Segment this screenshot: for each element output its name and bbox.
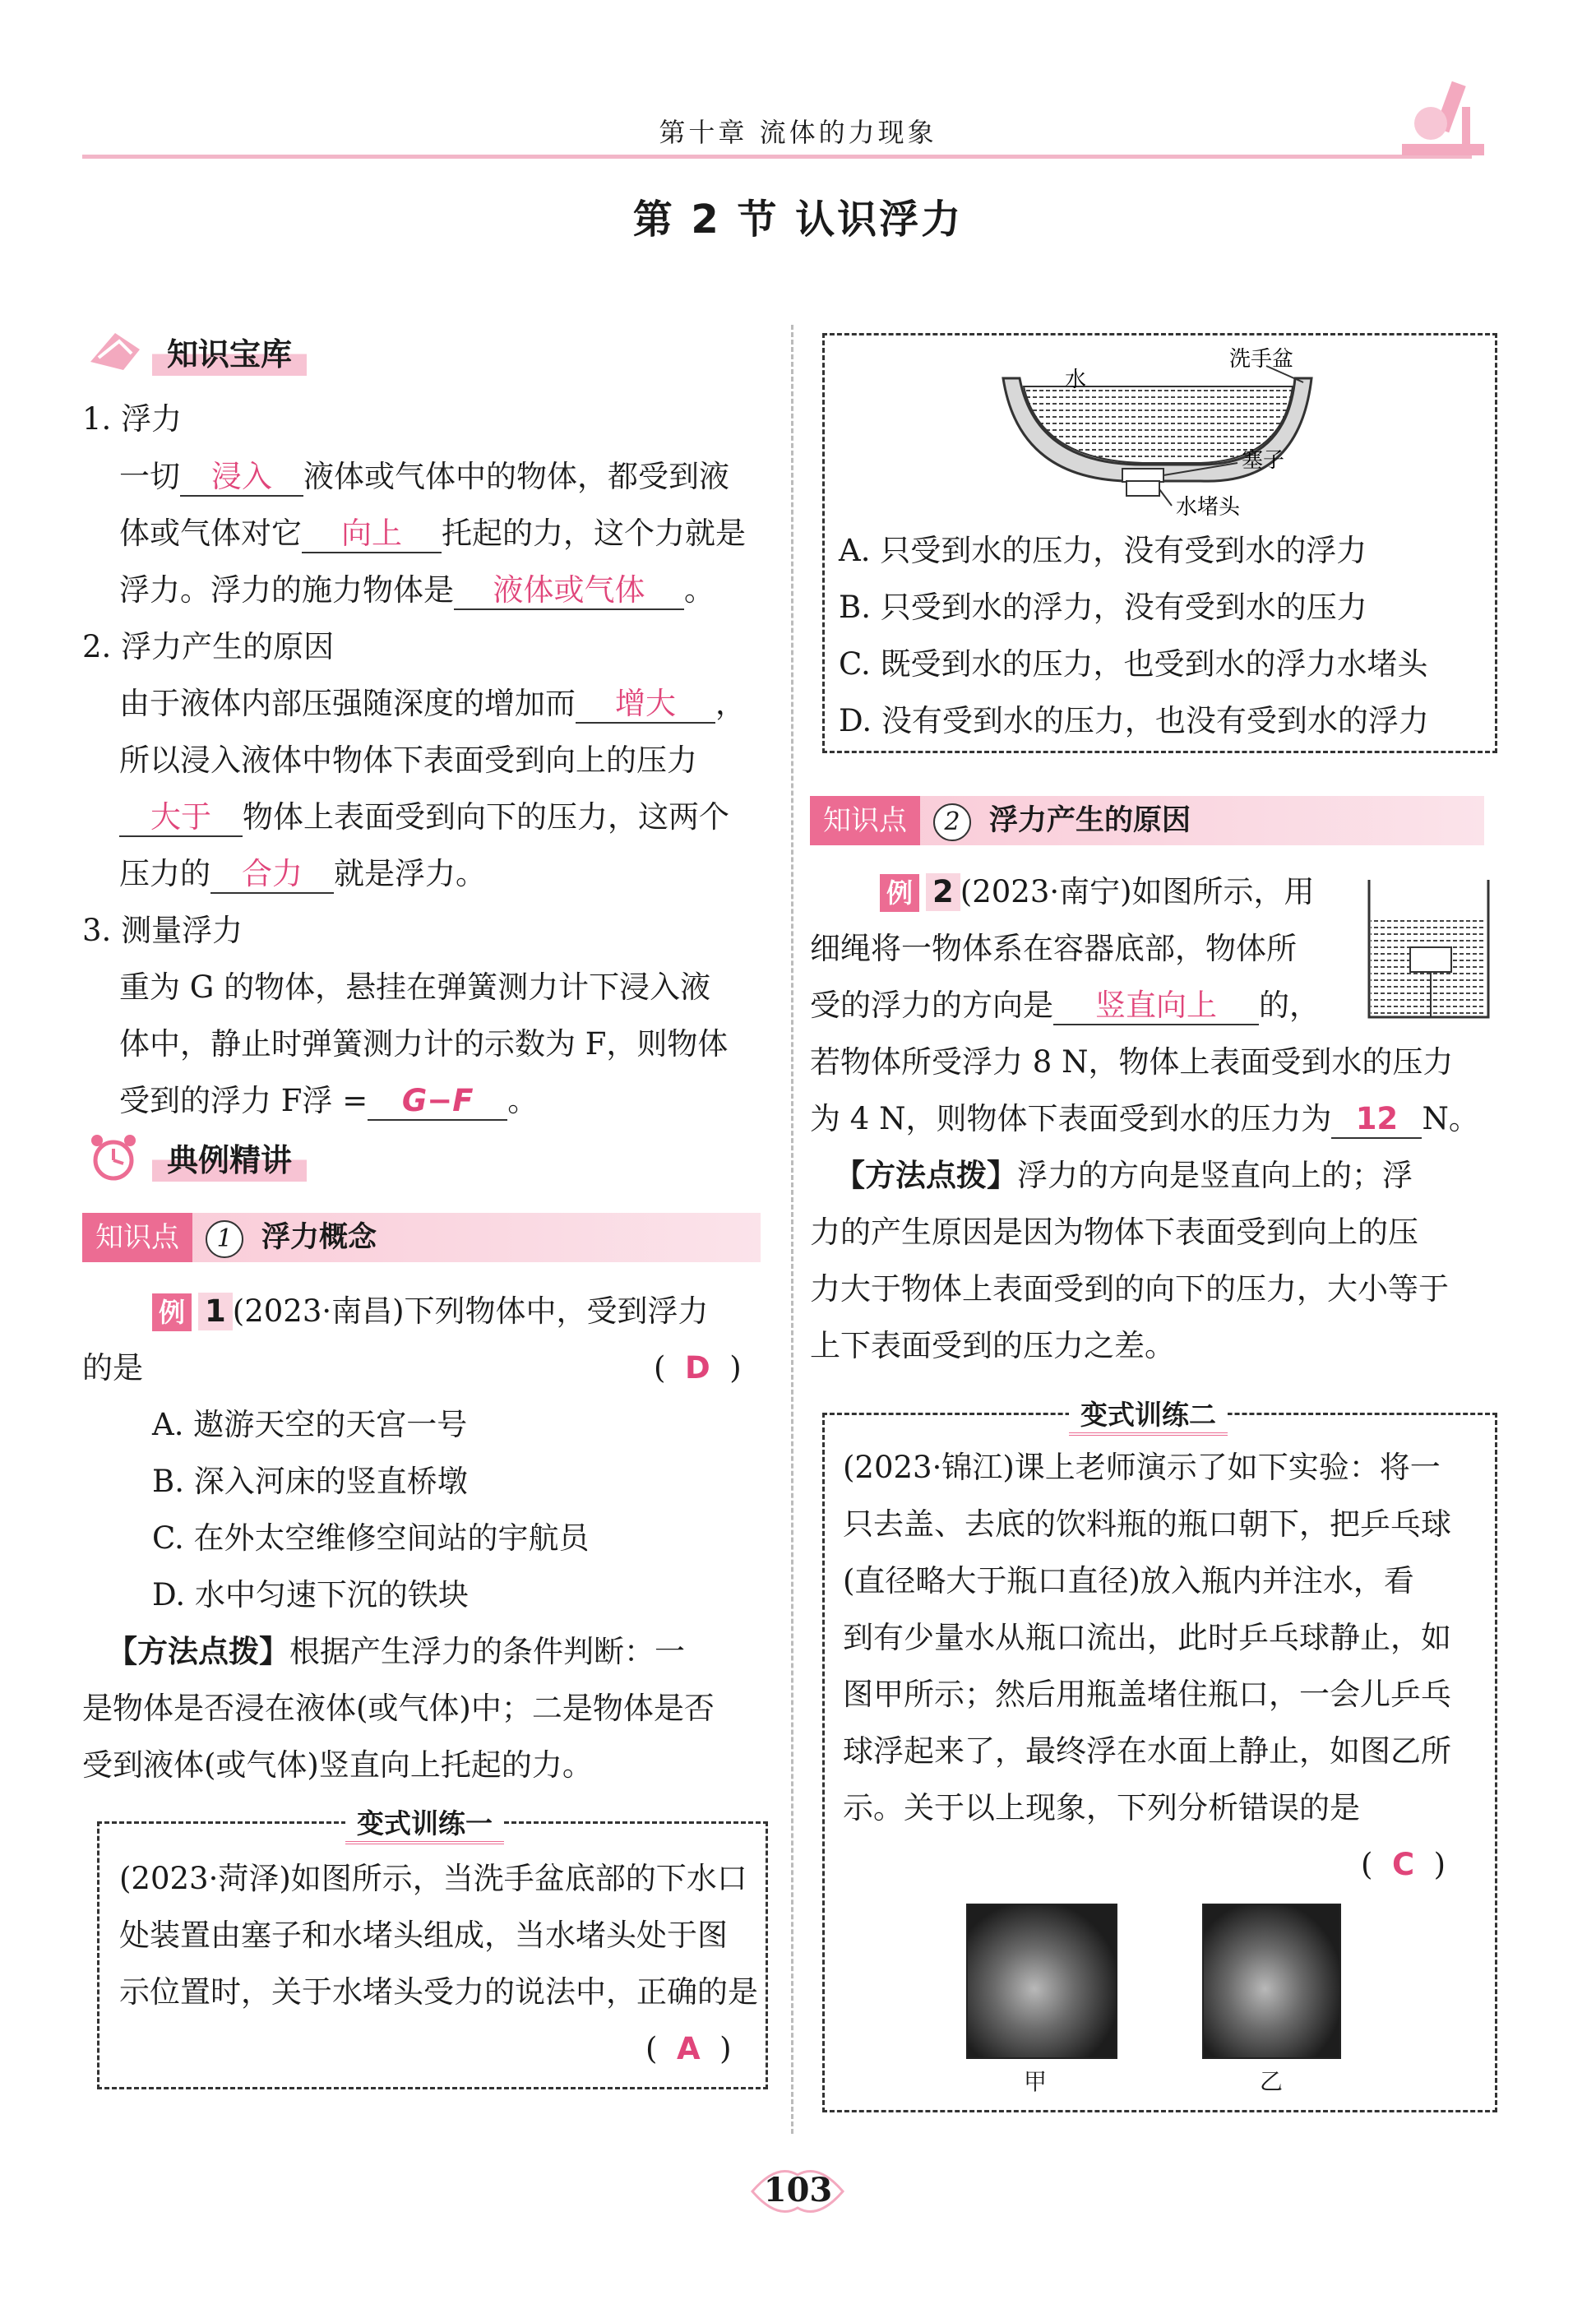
kp2-title: 浮力产生的原因 <box>989 804 1191 837</box>
ex1-tag: 例 <box>152 1293 192 1331</box>
k2-line2: 所以浸入液体中物体下表面受到向上的压力 <box>119 743 697 778</box>
ex2-tag: 例 <box>880 874 919 912</box>
ex1-option-d: D. 水中匀速下沉的铁块 <box>152 1577 469 1612</box>
fig1-water-label: 水 <box>1065 368 1087 392</box>
train1-answer-paren: ( A ) <box>645 2031 732 2066</box>
train1-option-d: D. 没有受到水的压力，也没有受到水的浮力 <box>839 703 1429 738</box>
train2-line6: 球浮起来了，最终浮在水面上静止，如图乙所 <box>843 1733 1451 1769</box>
alarm-clock-icon <box>82 1131 148 1184</box>
section-knowledge: 知识宝库 <box>152 327 307 376</box>
k3-answer-1: G−F <box>368 1083 507 1121</box>
k2-answer-2: 大于 <box>119 799 243 837</box>
basin-diagram <box>987 341 1357 518</box>
ex1-method-2: 是物体是否浸在液体(或气体)中；二是物体是否 <box>82 1691 715 1726</box>
k3-line2: 体中，静止时弹簧测力计的示数为 F，则物体 <box>119 1026 729 1062</box>
k3-line1: 重为 G 的物体，悬挂在弹簧测力计下浸入液 <box>119 969 711 1005</box>
ex2-method-1: 【方法点拨】浮力的方向是竖直向上的；浮 <box>835 1158 1413 1193</box>
kp2-number: 2 <box>933 803 971 841</box>
train2-line4: 到有少量水从瓶口流出，此时乒乓球静止，如 <box>843 1620 1451 1655</box>
kp2-tag: 知识点 <box>810 796 920 845</box>
page-title: 第 2 节 认识浮力 <box>632 197 964 243</box>
knowledge-point-2 <box>810 796 1484 845</box>
flower-icon <box>82 325 148 374</box>
ex1-number: 1 <box>198 1293 233 1330</box>
train1-line2: 处装置由塞子和水堵头组成，当水堵头处于图 <box>119 1918 728 1953</box>
k2-heading: 2. 浮力产生的原因 <box>82 629 335 664</box>
ex2-line4: 若物体所受浮力 8 N，物体上表面受到水的压力 <box>810 1044 1454 1080</box>
train2-line7: 示。关于以上现象，下列分析错误的是 <box>843 1790 1360 1825</box>
chapter-header: 第十章 流体的力现象 <box>659 117 937 148</box>
ex1-stem: 例 1 (2023·南昌)下列物体中，受到浮力 <box>152 1283 709 1339</box>
ex1-option-b: B. 深入河床的竖直桥墩 <box>152 1464 468 1499</box>
k1-line1: 一切 浸入 液体或气体中的物体，都受到液 <box>119 448 729 505</box>
kp1-tag: 知识点 <box>82 1213 192 1262</box>
k1-line3: 浮力。浮力的施力物体是 液体或气体 。 <box>119 562 715 618</box>
ex2-method-3: 力大于物体上表面受到的向下的压力，大小等于 <box>810 1271 1449 1307</box>
fig1-plug-label: 塞子 <box>1242 448 1285 473</box>
train1-option-a: A. 只受到水的压力，没有受到水的浮力 <box>839 533 1367 568</box>
fig1-basin-label: 洗手盆 <box>1229 347 1294 372</box>
ex1-answer: D <box>684 1350 710 1386</box>
ex1-option-c: C. 在外太空维修空间站的宇航员 <box>152 1520 590 1556</box>
ex1-option-a: A. 遨游天空的天宫一号 <box>152 1407 468 1442</box>
train1-title: 变式训练一 <box>345 1802 504 1844</box>
header-rule <box>82 155 1472 159</box>
microscope-icon <box>1398 66 1488 164</box>
knowledge-point-1 <box>82 1213 761 1262</box>
train2-line5: 图甲所示；然后用瓶盖堵住瓶口，一会儿乒乓 <box>843 1677 1451 1712</box>
ex2-method-2: 力的产生原因是因为物体下表面受到向上的压 <box>810 1215 1418 1250</box>
page-ornament <box>744 2158 851 2224</box>
ex2-method-4: 上下表面受到的压力之差。 <box>810 1328 1175 1363</box>
train2-title: 变式训练二 <box>1069 1394 1228 1436</box>
ex1-answer-paren: ( D ) <box>654 1350 742 1386</box>
fig1-stopper-label: 水堵头 <box>1176 495 1241 518</box>
ex2-number: 2 <box>926 873 960 911</box>
train2-answer: C <box>1391 1847 1415 1882</box>
column-divider <box>791 325 793 2134</box>
train1-option-c: C. 既受到水的压力，也受到水的浮力水堵头 <box>839 646 1428 682</box>
ex2-line1: 例 2 (2023·南宁)如图所示，用 <box>880 863 1315 920</box>
k1-answer-3: 液体或气体 <box>454 572 684 610</box>
ex2-line2: 细绳将一物体系在容器底部，物体所 <box>810 931 1297 966</box>
k2-line4: 压力的 合力 就是浮力。 <box>119 845 486 902</box>
k1-answer-1: 浸入 <box>180 459 303 497</box>
ex1-method-3: 受到液体(或气体)竖直向上托起的力。 <box>82 1747 593 1783</box>
k1-heading: 1. 浮力 <box>82 401 183 437</box>
train2-line3: (直径略大于瓶口直径)放入瓶内并注水，看 <box>843 1563 1414 1599</box>
kp1-title: 浮力概念 <box>261 1221 377 1254</box>
k2-line3: 大于 物体上表面受到向下的压力，这两个 <box>119 789 729 845</box>
ex2-answer-1: 竖直向上 <box>1053 988 1259 1025</box>
k2-answer-3: 合力 <box>210 856 334 894</box>
k1-line2: 体或气体对它 向上 托起的力，这个力就是 <box>119 505 746 562</box>
k3-line3: 受到的浮力 F浮 = G−F 。 <box>119 1072 538 1129</box>
train1-option-b: B. 只受到水的浮力，没有受到水的压力 <box>839 590 1367 625</box>
container-diagram <box>1361 872 1497 1024</box>
train2-answer-paren: ( C ) <box>1361 1847 1446 1882</box>
train1-answer: A <box>676 2031 701 2066</box>
ex2-line5: 为 4 N，则物体下表面受到水的压力为 12 N。 <box>810 1090 1479 1147</box>
page-number: 103 <box>763 2171 833 2209</box>
photo-yi-label: 乙 <box>1260 2068 1284 2095</box>
section-examples: 典例精讲 <box>152 1133 307 1182</box>
train1-line1: (2023·菏泽)如图所示，当洗手盆底部的下水口 <box>119 1861 747 1896</box>
ex1-stem-2: 的是 <box>82 1350 143 1386</box>
train2-line2: 只去盖、去底的饮料瓶的瓶口朝下，把乒乓球 <box>843 1506 1451 1542</box>
ex2-line3: 受的浮力的方向是 竖直向上 的， <box>810 977 1320 1034</box>
photo-jia-label: 甲 <box>1024 2068 1048 2095</box>
train2-line1: (2023·锦江)课上老师演示了如下实验：将一 <box>843 1450 1441 1485</box>
k2-line1: 由于液体内部压强随深度的增加而 增大 ， <box>119 675 746 732</box>
train1-line3: 示位置时，关于水堵头受力的说法中，正确的是 <box>119 1974 758 2010</box>
k2-answer-1: 增大 <box>576 686 715 724</box>
kp1-number: 1 <box>206 1220 243 1258</box>
ex2-answer-2: 12 <box>1331 1101 1422 1139</box>
k1-answer-2: 向上 <box>302 516 442 553</box>
photo-yi <box>1202 1904 1341 2059</box>
ex1-method-1: 【方法点拨】根据产生浮力的条件判断：一 <box>107 1634 685 1669</box>
k3-heading: 3. 测量浮力 <box>82 913 243 948</box>
photo-jia <box>966 1904 1117 2059</box>
